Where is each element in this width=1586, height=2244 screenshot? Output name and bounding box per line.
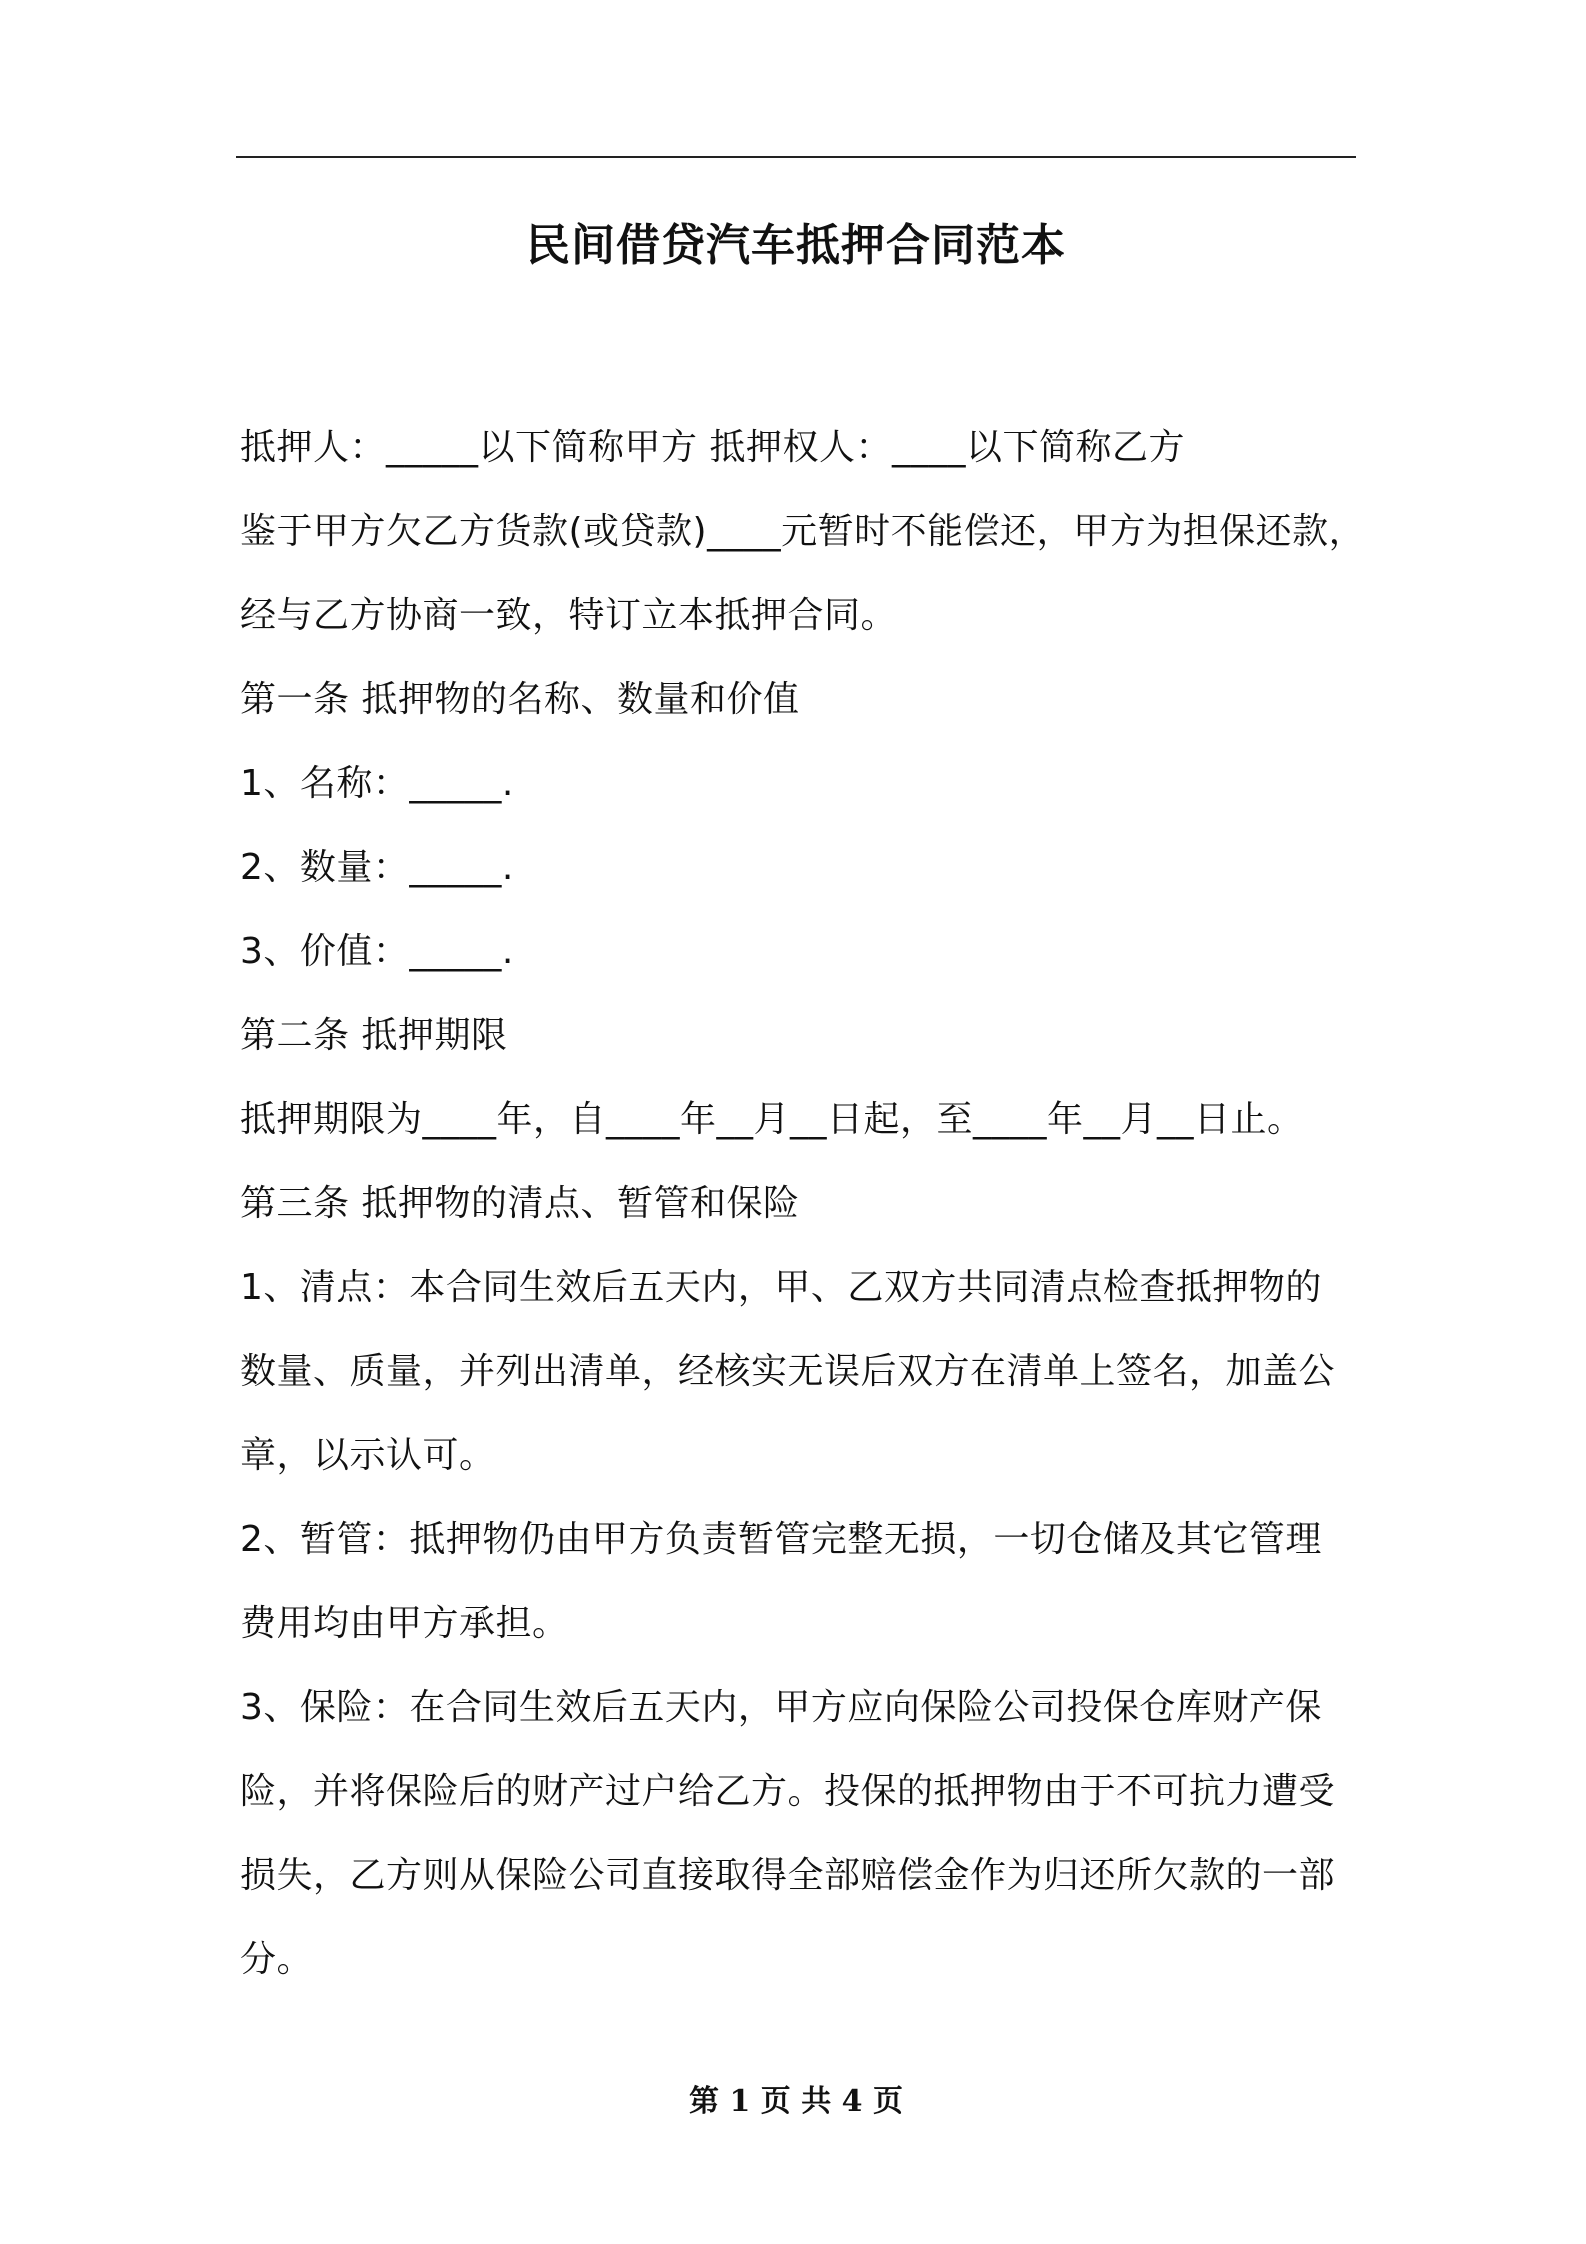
insurance-clause-line-2: 险，并将保险后的财产过户给乙方。投保的抵押物由于不可抗力遭受 xyxy=(240,1771,1336,1812)
preamble-line-2: 经与乙方协商一致，特订立本抵押合同。 xyxy=(240,595,898,636)
item-value: 3、价值：_____. xyxy=(240,931,514,972)
article-2-heading: 第二条 抵押期限 xyxy=(240,1015,508,1056)
insurance-clause-line-1: 3、保险：在合同生效后五天内，甲方应向保险公司投保仓库财产保 xyxy=(240,1687,1322,1728)
insurance-clause-line-3: 损失，乙方则从保险公司直接取得全部赔偿金作为归还所欠款的一部 xyxy=(240,1855,1336,1896)
inventory-clause-line-2: 数量、质量，并列出清单，经核实无误后双方在清单上签名，加盖公 xyxy=(240,1351,1336,1392)
inventory-clause-line-1: 1、清点：本合同生效后五天内，甲、乙双方共同清点检查抵押物的 xyxy=(240,1267,1322,1308)
preamble-line-1: 鉴于甲方欠乙方货款(或贷款)____元暂时不能偿还，甲方为担保还款， xyxy=(240,511,1366,552)
header-divider xyxy=(236,156,1356,158)
custody-clause-line-1: 2、暂管：抵押物仍由甲方负责暂管完整无损，一切仓储及其它管理 xyxy=(240,1519,1322,1560)
mortgage-term-line: 抵押期限为____年，自____年__月__日起，至____年__月__日止。 xyxy=(240,1099,1304,1140)
inventory-clause-line-3: 章，以示认可。 xyxy=(240,1435,496,1476)
insurance-clause-line-4: 分。 xyxy=(240,1939,314,1980)
contract-body xyxy=(240,406,1370,2002)
item-quantity: 2、数量：_____. xyxy=(240,847,514,888)
article-3-heading: 第三条 抵押物的清点、暂管和保险 xyxy=(240,1183,800,1224)
article-1-heading: 第一条 抵押物的名称、数量和价值 xyxy=(240,679,800,720)
parties-line: 抵押人：_____以下简称甲方 抵押权人：____以下简称乙方 xyxy=(240,427,1185,468)
item-name: 1、名称：_____. xyxy=(240,763,514,804)
page-number-footer: 第 1 页 共 4 页 xyxy=(689,2084,903,2119)
custody-clause-line-2: 费用均由甲方承担。 xyxy=(240,1603,569,1644)
document-title: 民间借贷汽车抵押合同范本 xyxy=(526,220,1066,271)
